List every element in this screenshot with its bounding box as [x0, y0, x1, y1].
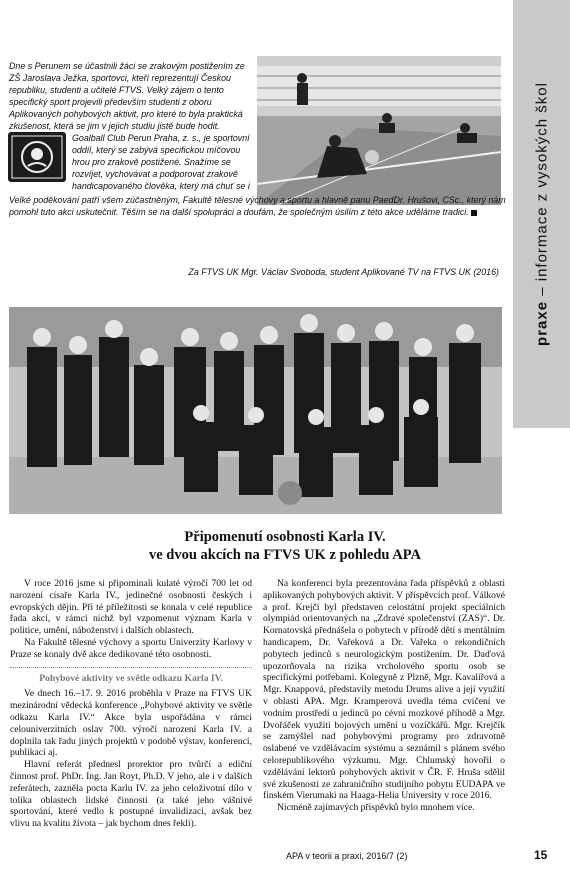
intro-paragraph-2-start: Goalball Club Perun Praha, z. s., je sportovní oddíl, který se zabývá specifickou míčovou hrou pro zrakově postižené. Snažíme se rozvíjet, vychovávat a podporovat zrakově handicapovaného člověka, který má chuť se i — [72, 133, 250, 192]
end-mark — [471, 210, 477, 216]
team-group-photo-graphic — [9, 307, 502, 514]
journal-footer: APA v teorii a praxi, 2016/7 (2) — [286, 851, 408, 861]
article-paragraph: Nicméně zajímavých příspěvků bylo mnohem více. — [277, 802, 475, 814]
section-side-band — [513, 0, 570, 428]
intro-text — [9, 60, 509, 133]
intro-paragraph-3: Velké poděkování patří všem zúčastněným, Fakultě tělesné výchovy a sportu a hlavně panu PaedDr. Hrušovi, CSc., který nám pomohl tuto akci uskutečnit. Těším se na další spolupráci a doufám, že společným úsilím z této akce uděláme tradici. — [9, 195, 506, 218]
intro-paragraph-rest — [9, 194, 509, 278]
intro-paragraph-1: Dne s Perunem se účastnili žáci se zrakovým postižením ze ZŠ Jaroslava Ježka, sportovci, kteří reprezentují Českou republiku, studenti a učitelé FTVS. Velký zájem o tento specifický sport projevili především studenti z oboru Aplikovaných pohybových aktivit, pro které to byla praktická zkušenost, která se jim v jejich studiu jistě bude hodit. — [9, 61, 245, 132]
article-paragraph: Na konferenci byla prezentována řada příspěvků z oblasti aplikovaných pohybových aktivit. V příspěvcích prof. Válkové a prof. Krejčí byl představen celostátní projekt speciálních olympiád orientovaných na „Zdravé společenství (ZAS)“. Dr. Kornatovská přednášela o pobytech v přírodě dětí s mentálním handicapem, Dr. Vařeková a Dr. Vařeka o rekondičních pobytech jedinců s neurologickým postižením. Dr. Daďová upozorňovala na rizika vrcholového sportu osob se specifickými potřebami. Kolegyně z Plzně, Mgr. Kavalířová a Mgr. Knappová, představily metodu Drums alive a její využití v oblasti APA. Mgr. Kramperová uvedla téma cvičení ve vodním prostředí u jedinců po cévní mozkové příhodě a Mgr. Dvořáček využití bojových umění u vozíčkářů. Mgr. Krejčík se zamýšlel nad pohybovými programy pro zdravotně oslabené ve vzdělávacím systému a seznámil s plánem svého celorepublikového výzkumu. Mgr. Chlumský hovořil o vzdělávání lektorů pohybových aktivit v ČR. F. Hruša sdělil své zkušenosti ze zahraničního studijního pobytu EUDAPA ve finském Vierumaki na Haaga-Helia University v roce 2016. — [263, 578, 505, 802]
page-number: 15 — [534, 848, 548, 862]
signature: Za FTVS UK Mgr. Václav Svoboda, student Aplikované TV na FTVS UK (2016) — [188, 267, 499, 277]
team-group-photo — [9, 307, 502, 514]
club-emblem-icon — [8, 132, 66, 182]
article-paragraph: Ve dnech 16.–17. 9. 2016 proběhla v Praze na FTVS UK mezinárodní vědecká konference „Pohybové aktivity ve světle odkazu Karla IV.“ Akce byla uspořádána v rámci celouniverzitních oslav 700. výročí narození Karla IV. a doplnila tak řadu jiných projektů v podobě výstav, konferencí, publikací aj. — [10, 688, 252, 759]
article-title: Připomenutí osobnosti Karla IV. ve dvou akcích na FTVS UK z pohledu APA — [148, 529, 422, 563]
article-right-column — [263, 578, 505, 814]
article-subheading: Pohybové aktivity ve světle odkazu Karla IV. — [10, 667, 252, 685]
section-label: praxe – informace z vysokých škol — [533, 82, 550, 346]
article-left-column — [10, 578, 252, 830]
goalball-club-logo — [8, 132, 66, 182]
article-paragraph: Hlavní referát přednesl prorektor pro tvůrčí a ediční činnost prof. PhDr. Ing. Jan Royt, Ph.D. V jeho, ale i v dalších referátech, zazněla pocta Karlu IV. za jeho celoživotní dílo v tolika oblastech lidské činnosti (a také jeho vášnivé sportování, které vedlo k postupné invalidizaci, avšak bez vlivu na kvalitu života – jak bychom dnes řekli). — [10, 759, 252, 830]
article-paragraph: V roce 2016 jsme si připomínali kulaté výročí 700 let od narození císaře Karla IV., jedinečné osobnosti českých i evropských dějin. Při té příležitosti se konala v celé republice řada akcí, v rámci nichž byl vzpomenut význam Karla v politice, umění, náboženství i dalších oblastech. — [10, 578, 252, 637]
article-paragraph: Na Fakultě tělesné výchovy a sportu Univerzity Karlovy v Praze se konaly dvě akce dedikované této osobnosti. — [10, 636, 252, 660]
